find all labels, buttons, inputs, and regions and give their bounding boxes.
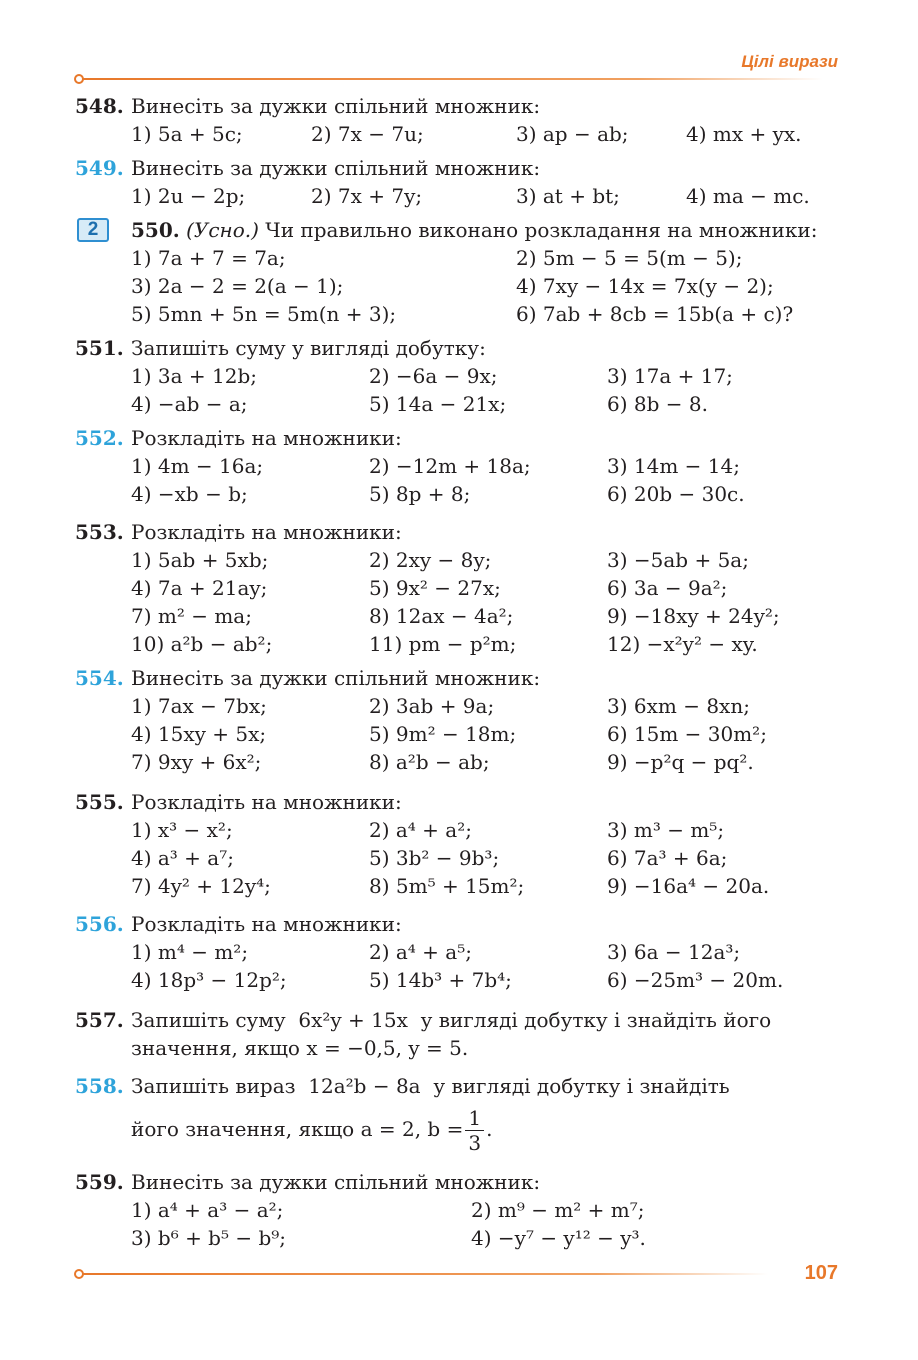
exercise-item: 5) 5mn + 5n = 5m(n + 3); <box>131 302 397 326</box>
exercise-item: 6) 7a³ + 6a; <box>607 846 728 870</box>
exercise-item: 1) a⁴ + a³ − a²; <box>131 1198 284 1222</box>
header-rule <box>82 78 823 80</box>
exercise-554 <box>75 664 838 776</box>
exercise-item: 1) 3a + 12b; <box>131 364 257 388</box>
footer-rule-dot <box>74 1269 84 1279</box>
exercise-item: 5) 8p + 8; <box>369 482 471 506</box>
exercise-item: 3) at + bt; <box>516 184 620 208</box>
exercise-558 <box>75 1072 838 1155</box>
exercise-number: 548. <box>75 94 124 118</box>
exercise-item: 2) −12m + 18a; <box>369 454 531 478</box>
exercise-task: Розкладіть на множники: <box>131 912 402 936</box>
exercise-item: 4) 18p³ − 12p²; <box>131 968 287 992</box>
exercise-number: 556. <box>75 912 124 936</box>
exercise-task: Винесіть за дужки спільний множник: <box>131 156 541 180</box>
exercise-item: 3) 2a − 2 = 2(a − 1); <box>131 274 344 298</box>
exercise-item: 2) 5m − 5 = 5(m − 5); <box>516 246 743 270</box>
exercise-task: Чи правильно виконано розкладання на множники: <box>265 218 818 242</box>
exercise-note: (Усно.) <box>186 218 259 242</box>
exercise-item: 6) 15m − 30m²; <box>607 722 767 746</box>
exercise-item: 3) m³ − m⁵; <box>607 818 725 842</box>
fraction <box>465 1106 484 1155</box>
exercise-number: 549. <box>75 156 124 180</box>
period: . <box>486 1117 493 1141</box>
exercise-item: 6) 8b − 8. <box>607 392 708 416</box>
exercise-task: Винесіть за дужки спільний множник: <box>131 1170 541 1194</box>
exercise-item: 7) 9xy + 6x²; <box>131 750 262 774</box>
exercise-item: 4) −y⁷ − y¹² − y³. <box>471 1226 646 1250</box>
exercise-item: 4) −ab − a; <box>131 392 248 416</box>
exercise-item: 7) m² − ma; <box>131 604 252 628</box>
exercise-item: 3) −5ab + 5a; <box>607 548 749 572</box>
exercise-item: 5) 14a − 21x; <box>369 392 507 416</box>
exercise-item: 5) 3b² − 9b³; <box>369 846 500 870</box>
exercise-559 <box>75 1168 838 1252</box>
exercise-task: Розкладіть на множники: <box>131 426 402 450</box>
exercise-item: 7) 4y² + 12y⁴; <box>131 874 271 898</box>
exercise-task-continuation <box>131 1106 838 1155</box>
exercise-item: 5) 9x² − 27x; <box>369 576 501 600</box>
exercise-557 <box>75 1006 838 1062</box>
exercise-task: Запишіть суму 6x²y + 15x у вигляді добутку і знайдіть його <box>131 1008 772 1032</box>
exercise-item: 6) 7ab + 8cb = 15b(a + c)? <box>516 302 794 326</box>
exercise-task-continuation: значення, якщо x = −0,5, y = 5. <box>131 1036 469 1060</box>
exercise-item: 3) 6a − 12a³; <box>607 940 741 964</box>
exercise-item: 3) 14m − 14; <box>607 454 740 478</box>
exercise-number: 555. <box>75 790 124 814</box>
exercise-task: Розкладіть на множники: <box>131 520 402 544</box>
exercise-task: Запишіть вираз 12a²b − 8a у вигляді добутку і знайдіть <box>131 1074 730 1098</box>
exercise-item: 12) −x²y² − xy. <box>607 632 758 656</box>
exercise-item: 6) 3a − 9a²; <box>607 576 728 600</box>
exercise-item: 8) a²b − ab; <box>369 750 490 774</box>
fraction-denominator: 3 <box>468 1131 482 1155</box>
exercise-item: 2) 7x − 7u; <box>311 122 424 146</box>
exercise-552 <box>75 424 838 508</box>
exercise-item: 11) pm − p²m; <box>369 632 517 656</box>
exercise-item: 4) a³ + a⁷; <box>131 846 234 870</box>
exercise-item: 9) −18xy + 24y²; <box>607 604 780 628</box>
exercise-item: 6) 20b − 30c. <box>607 482 745 506</box>
footer-rule <box>82 1273 768 1275</box>
exercise-item: 4) −xb − b; <box>131 482 248 506</box>
condition-text: його значення, якщо a = 2, b = <box>131 1117 464 1141</box>
exercise-number: 559. <box>75 1170 124 1194</box>
exercise-number: 553. <box>75 520 124 544</box>
exercise-item: 1) m⁴ − m²; <box>131 940 249 964</box>
exercise-item: 3) ap − ab; <box>516 122 629 146</box>
exercise-item: 1) 5ab + 5xb; <box>131 548 269 572</box>
exercise-item: 2) 2xy − 8y; <box>369 548 492 572</box>
exercise-item: 3) b⁶ + b⁵ − b⁹; <box>131 1226 287 1250</box>
exercise-item: 9) −p²q − pq². <box>607 750 754 774</box>
exercise-item: 1) 4m − 16a; <box>131 454 264 478</box>
exercise-item: 1) 7ax − 7bx; <box>131 694 267 718</box>
exercise-549 <box>75 154 838 210</box>
exercise-item: 2) −6a − 9x; <box>369 364 498 388</box>
exercise-item: 2) a⁴ + a⁵; <box>369 940 472 964</box>
exercise-task: Запишіть суму у вигляді добутку: <box>131 336 486 360</box>
exercise-556 <box>75 910 838 994</box>
exercise-555 <box>75 788 838 900</box>
exercise-item: 1) 2u − 2p; <box>131 184 246 208</box>
exercise-item: 5) 9m² − 18m; <box>369 722 517 746</box>
exercise-task: Винесіть за дужки спільний множник: <box>131 666 541 690</box>
exercise-item: 2) 3ab + 9a; <box>369 694 495 718</box>
exercise-task: Розкладіть на множники: <box>131 790 402 814</box>
header-rule-dot <box>74 74 84 84</box>
difficulty-level-badge: 2 <box>77 218 109 242</box>
exercise-item: 10) a²b − ab²; <box>131 632 273 656</box>
exercise-item: 2) m⁹ − m² + m⁷; <box>471 1198 645 1222</box>
exercise-item: 4) ma − mc. <box>686 184 810 208</box>
exercise-item: 1) 5a + 5c; <box>131 122 243 146</box>
exercise-number: 552. <box>75 426 124 450</box>
exercise-551 <box>75 334 838 418</box>
exercise-item: 1) x³ − x²; <box>131 818 233 842</box>
exercise-number: 558. <box>75 1074 124 1098</box>
fraction-numerator: 1 <box>465 1106 484 1131</box>
exercise-item: 6) −25m³ − 20m. <box>607 968 784 992</box>
exercise-553 <box>75 518 838 658</box>
exercise-item: 3) 6xm − 8xn; <box>607 694 750 718</box>
exercise-item: 2) a⁴ + a²; <box>369 818 472 842</box>
page-number: 107 <box>804 1262 838 1284</box>
section-title: Цілі вирази <box>741 52 838 71</box>
exercise-task: Винесіть за дужки спільний множник: <box>131 94 541 118</box>
exercise-item: 8) 5m⁵ + 15m²; <box>369 874 525 898</box>
exercise-number: 557. <box>75 1008 124 1032</box>
exercise-number: 551. <box>75 336 124 360</box>
exercise-item: 4) mx + yx. <box>686 122 802 146</box>
exercise-item: 2) 7x + 7y; <box>311 184 423 208</box>
exercise-number: 554. <box>75 666 124 690</box>
exercise-item: 4) 15xy + 5x; <box>131 722 267 746</box>
exercise-item: 5) 14b³ + 7b⁴; <box>369 968 512 992</box>
exercise-item: 9) −16a⁴ − 20a. <box>607 874 770 898</box>
exercise-550 <box>75 216 838 328</box>
exercise-item: 4) 7xy − 14x = 7x(y − 2); <box>516 274 774 298</box>
exercise-548 <box>75 92 838 148</box>
exercise-item: 8) 12ax − 4a²; <box>369 604 514 628</box>
exercise-number: 550. <box>131 218 180 242</box>
exercise-item: 4) 7a + 21ay; <box>131 576 268 600</box>
exercise-item: 3) 17a + 17; <box>607 364 733 388</box>
exercise-item: 1) 7a + 7 = 7a; <box>131 246 286 270</box>
